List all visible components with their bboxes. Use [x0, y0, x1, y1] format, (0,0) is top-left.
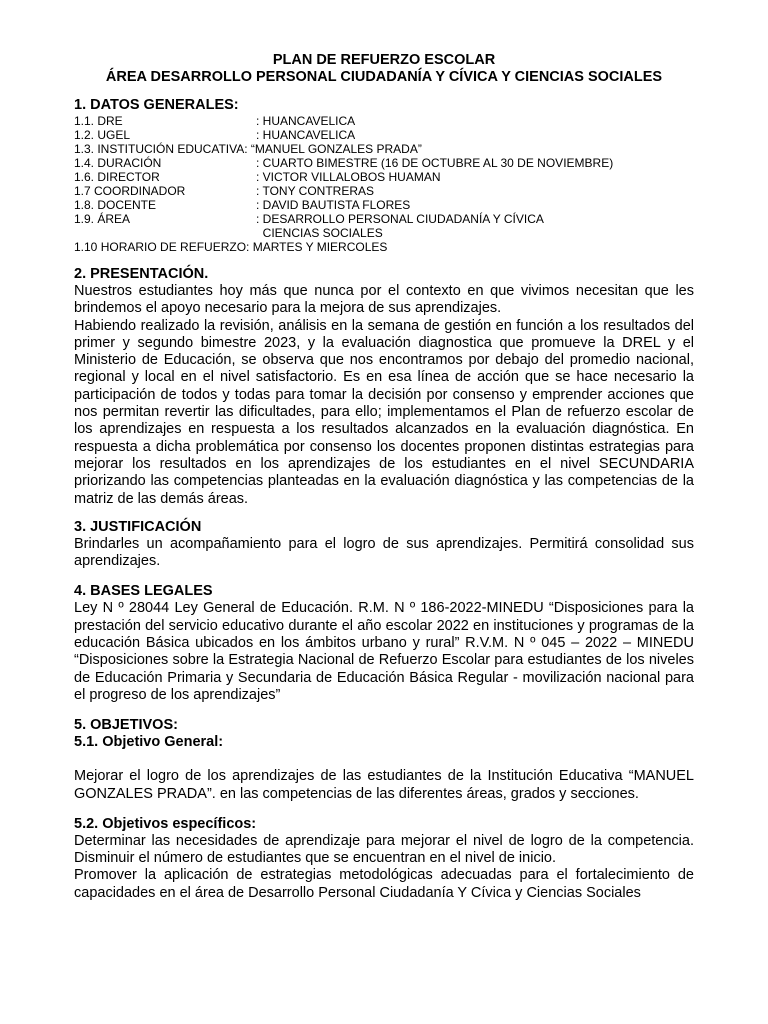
datos-row — [74, 114, 694, 128]
section-heading-presentacion: 2. PRESENTACIÓN. — [74, 266, 209, 282]
datos-value: : DESARROLLO PERSONAL CIUDADANÍA Y CÍVICA — [256, 212, 544, 226]
datos-row — [74, 142, 694, 156]
section-heading-justificacion: 3. JUSTIFICACIÓN — [74, 518, 202, 535]
spacer — [74, 751, 694, 768]
datos-row — [74, 198, 694, 212]
section-heading-bases-legales: 4. BASES LEGALES — [74, 583, 213, 600]
datos-value: “MANUEL GONZALES PRADA” — [250, 142, 422, 156]
subheading-objetivos-especificos: 5.2. Objetivos específicos: — [74, 815, 257, 832]
datos-key: 1.2. UGEL — [74, 128, 131, 142]
objetivo-general-paragraph: Mejorar el logro de los aprendizajes de las estudiantes de la Institución Educativa “MANUEL GONZALES PRADA”. en las competencias de las diferentes áreas, grados y secciones. — [74, 768, 694, 802]
justificacion-paragraph: Brindarles un acompañamiento para el logro de sus aprendizajes. Permitirá consolidad sus aprendizajes. — [74, 535, 694, 570]
document-subtitle: ÁREA DESARROLLO PERSONAL CIUDADANÍA Y CÍVICA Y CIENCIAS SOCIALES — [105, 69, 663, 85]
datos-key: 1.3. INSTITUCIÓN EDUCATIVA: — [74, 142, 248, 156]
section-heading-objetivos: 5. OBJETIVOS: — [74, 717, 178, 734]
presentacion-paragraph-2: Habiendo realizado la revisión, análisis en la semana de gestión en función a los resultados del primer y segundo bimestre 2023, y la evaluación diagnostica que promueve la DREL y el Ministerio de Educación, se observa que nos encontramos por debajo del promedio nacional, regional y local en el nivel satisfactorio. Es en esa línea de acción que se hace necesario la participación de todos y todas para tomar la decisión por consenso y emprender acciones que nos permitan revertir las dificultades, para ello; implementamos el Plan de refuerzo escolar de los aprendizajes en respuesta a los resultados alcanzados en la evaluación diagnóstica. En respuesta a dicha problemática por consenso los docentes proponen distintas estrategias para mejorar los resultados en los aprendizajes de los estudiantes en el nivel SECUNDARIA priorizando las competencias planteadas en la evaluación diagnóstica y las competencias de la matriz de las demás áreas. — [74, 317, 694, 507]
datos-value: : HUANCAVELICA — [256, 128, 356, 142]
datos-value: : HUANCAVELICA — [256, 114, 356, 128]
datos-horario — [74, 240, 694, 254]
datos-value: : DAVID BAUTISTA FLORES — [256, 198, 411, 212]
datos-row — [74, 128, 694, 142]
datos-row — [74, 184, 694, 198]
objetivos-especificos-paragraph-2: Promover la aplicación de estrategias metodológicas adecuadas para el fortalecimiento de capacidades en el área de Desarrollo Personal Ciudadanía Y Cívica y Ciencias Sociales — [74, 867, 694, 901]
presentacion-paragraph-1: Nuestros estudiantes hoy más que nunca por el contexto en que vivimos necesitan que les brindemos el apoyo necesario para la mejora de sus aprendizajes. — [74, 283, 694, 317]
datos-value: : VICTOR VILLALOBOS HUAMAN — [256, 170, 441, 184]
bases-legales-paragraph: Ley N º 28044 Ley General de Educación. R.M. N º 186-2022-MINEDU “Disposiciones para la prestación del servicio educativo durante el año escolar 2022 en instituciones y programas de la educación Básica ubicados en los ámbitos urbano y rural” R.V.M. N º 045 – 2022 – MINEDU “Disposiciones sobre la Estrategia Nacional de Refuerzo Escolar para estudiantes de los niveles de Educación Primaria y Secundaria de Educación Básica Regular - movilización nacional para el progreso de los aprendizajes” — [74, 600, 694, 703]
datos-key: 1.9. ÁREA — [74, 212, 131, 226]
datos-key: 1.8. DOCENTE — [74, 198, 157, 212]
datos-key: 1.4. DURACIÓN — [74, 156, 162, 170]
subheading-objetivo-general: 5.1. Objetivo General: — [74, 734, 224, 751]
datos-row — [74, 212, 694, 226]
datos-horario-text: 1.10 HORARIO DE REFUERZO: MARTES Y MIERCOLES — [74, 240, 388, 254]
datos-value: : TONY CONTRERAS — [256, 184, 375, 198]
datos-key: 1.7 COORDINADOR — [74, 184, 186, 198]
datos-value: CIENCIAS SOCIALES — [256, 226, 383, 240]
datos-value: : CUARTO BIMESTRE (16 DE OCTUBRE AL 30 DE NOVIEMBRE) — [256, 156, 614, 170]
datos-key: 1.1. DRE — [74, 114, 123, 128]
datos-row — [74, 170, 694, 184]
datos-row — [74, 226, 694, 240]
datos-key: 1.6. DIRECTOR — [74, 170, 160, 184]
datos-generales-list — [74, 114, 694, 254]
section-heading-datos: 1. DATOS GENERALES: — [74, 97, 239, 113]
datos-key — [74, 226, 256, 240]
objetivos-especificos-paragraph-1: Determinar las necesidades de aprendizaje para mejorar el nivel de logro de la competencia. Disminuir el número de estudiantes que se encuentran en el nivel de inicio. — [74, 832, 694, 867]
datos-row — [74, 156, 694, 170]
document-title: PLAN DE REFUERZO ESCOLAR — [272, 52, 496, 68]
